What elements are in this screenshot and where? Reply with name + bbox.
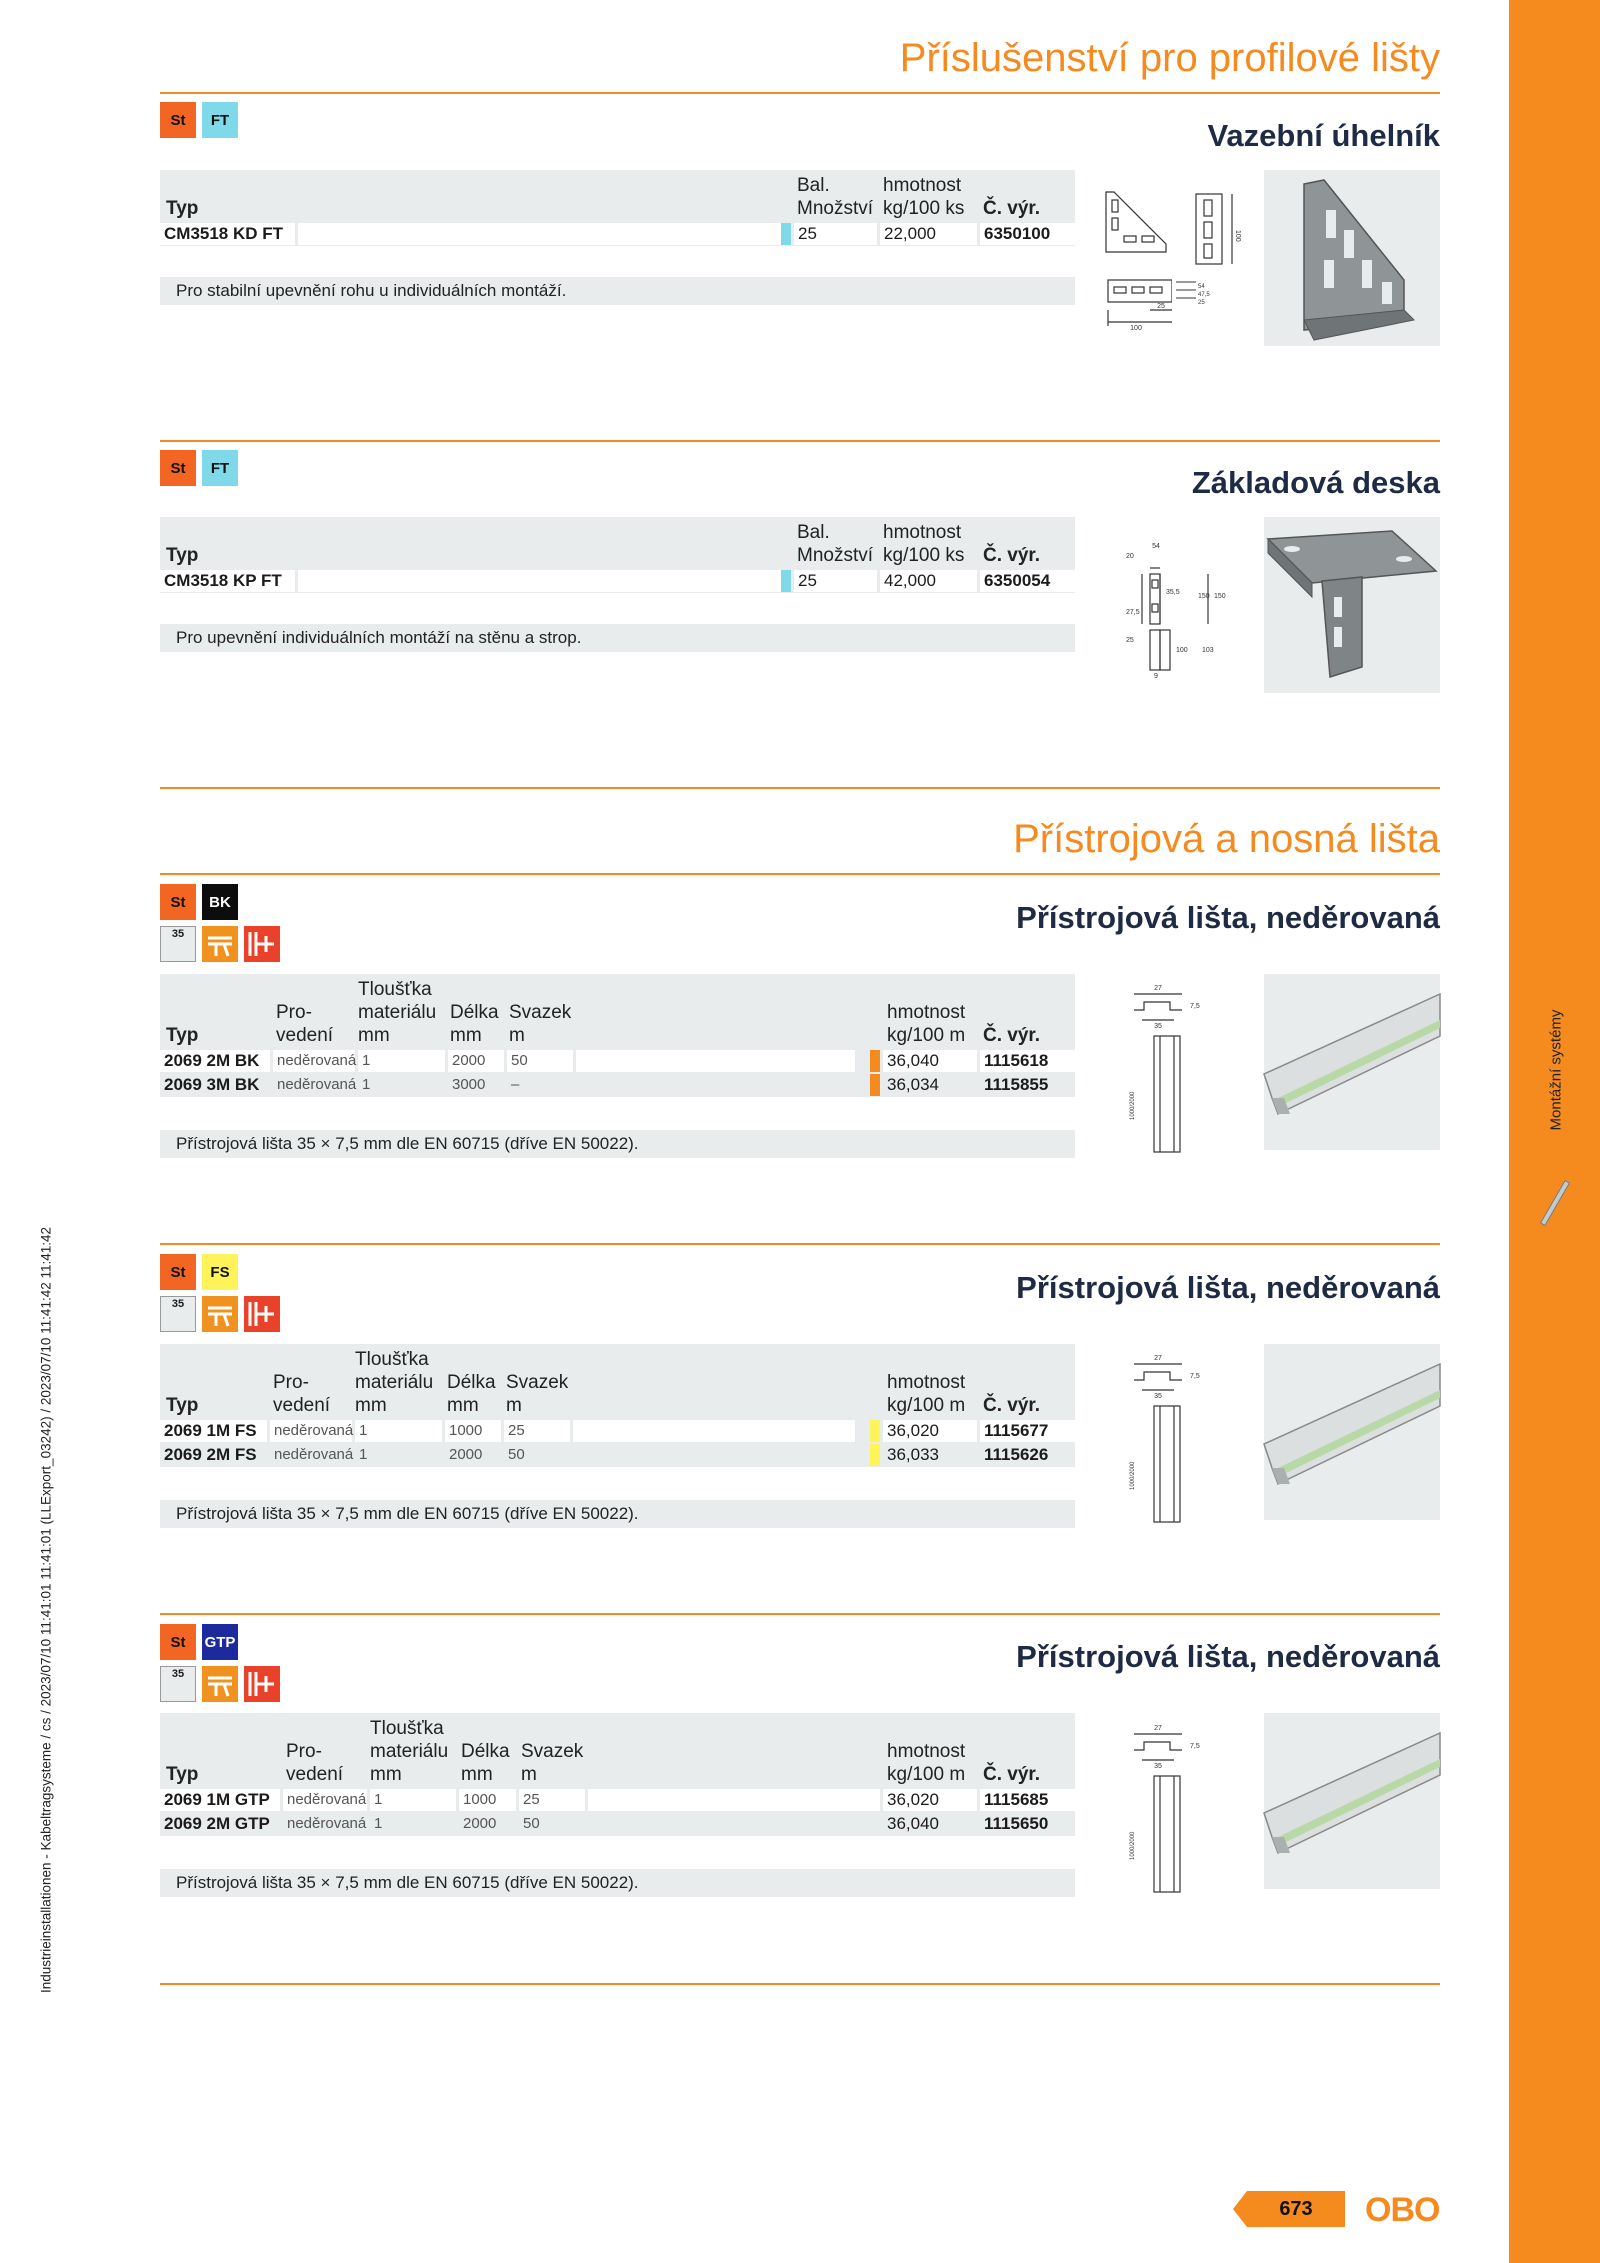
header-provedeni: Pro- bbox=[286, 1741, 322, 1762]
dim-label: 150 bbox=[1214, 593, 1226, 600]
header-tloustka: Tloušťka bbox=[358, 979, 432, 1000]
product-title: Vazební úhelník bbox=[1207, 118, 1440, 153]
mounting-icon bbox=[244, 926, 280, 962]
drill-tool-icon bbox=[202, 926, 238, 962]
dim-label: 54 bbox=[1152, 543, 1160, 550]
dim-label: 35,5 bbox=[1166, 589, 1180, 596]
cell-hmotnost: 36,020 bbox=[883, 1789, 977, 1811]
mounting-icon bbox=[244, 1296, 280, 1332]
cell-hmotnost: 42,000 bbox=[880, 570, 977, 592]
product-separator bbox=[160, 440, 1440, 442]
header-hmotnost-unit: kg/100 ks bbox=[883, 545, 965, 566]
cell-cislo: 1115618 bbox=[980, 1050, 1075, 1072]
dim-label: 7,5 bbox=[1190, 1003, 1200, 1010]
cell-typ: CM3518 KP FT bbox=[160, 570, 295, 592]
dim-label: 35 bbox=[1154, 1763, 1162, 1770]
cell-typ: 2069 1M GTP bbox=[160, 1789, 280, 1811]
dim-label: 7,5 bbox=[1190, 1373, 1200, 1380]
header-vedeni: vedení bbox=[286, 1764, 344, 1785]
row-color-marker bbox=[870, 1074, 880, 1096]
dim-label: 54 bbox=[1198, 284, 1205, 290]
header-typ: Typ bbox=[166, 545, 199, 566]
dim-label: 1000/2000 bbox=[1130, 1461, 1136, 1490]
cell-provedeni: neděrovaná bbox=[273, 1050, 355, 1072]
section-rule bbox=[160, 787, 1440, 789]
header-typ: Typ bbox=[166, 1395, 199, 1416]
header-mm: mm bbox=[358, 1025, 390, 1046]
row-color-marker bbox=[870, 1420, 880, 1442]
header-hmotnost: hmotnost bbox=[887, 1372, 966, 1393]
table-row bbox=[160, 1812, 1075, 1836]
table-row bbox=[160, 222, 1075, 246]
drill-tool-icon bbox=[202, 1666, 238, 1702]
cell-provedeni: neděrovaná bbox=[270, 1444, 352, 1466]
header-cislo: Č. výr. bbox=[983, 1395, 1041, 1416]
product-note: Pro stabilní upevnění rohu u individuálních montáží. bbox=[160, 277, 1075, 305]
header-typ: Typ bbox=[166, 1025, 199, 1046]
dim-label: 1000/2000 bbox=[1130, 1091, 1136, 1120]
header-hmotnost-unit: kg/100 m bbox=[887, 1025, 966, 1046]
cell-tloustka: 1 bbox=[358, 1074, 445, 1096]
section-title: Přístrojová a nosná lišta bbox=[1013, 817, 1440, 861]
rail-35-label: 35 bbox=[171, 1668, 185, 1680]
rail-35-label: 35 bbox=[171, 1298, 185, 1310]
technical-drawing-detail bbox=[1172, 276, 1210, 310]
dim-label: 27,5 bbox=[1126, 609, 1140, 616]
technical-drawing bbox=[1100, 186, 1200, 332]
dim-label: 27 bbox=[1154, 985, 1162, 992]
table-row bbox=[160, 1073, 1075, 1097]
cell-provedeni: neděrovaná bbox=[283, 1789, 367, 1811]
cell-hmotnost: 36,034 bbox=[883, 1074, 977, 1096]
rail-35-label: 35 bbox=[171, 928, 185, 940]
cell-cislo: 6350054 bbox=[980, 570, 1075, 592]
cell-bal: 25 bbox=[794, 570, 877, 592]
header-svazek-unit: m bbox=[521, 1764, 537, 1785]
cell-provedeni: neděrovaná bbox=[283, 1813, 367, 1835]
product-photo-rail bbox=[1264, 1344, 1440, 1520]
cell-provedeni: neděrovaná bbox=[273, 1074, 355, 1096]
row-color-marker bbox=[781, 223, 791, 245]
cell-cislo: 1115855 bbox=[980, 1074, 1075, 1096]
drill-tool-icon bbox=[202, 1296, 238, 1332]
cell-svazek: – bbox=[507, 1074, 573, 1096]
header-delka: Délka bbox=[450, 1002, 499, 1023]
cell-bal: 25 bbox=[794, 223, 877, 245]
dim-label: 20 bbox=[1126, 553, 1134, 560]
cell-svazek: 50 bbox=[519, 1813, 585, 1835]
product-separator bbox=[160, 1613, 1440, 1615]
cell-delka: 2000 bbox=[459, 1813, 516, 1835]
dim-label: 27 bbox=[1154, 1355, 1162, 1362]
header-materialu: materiálu bbox=[370, 1741, 449, 1762]
cell-typ: 2069 2M GTP bbox=[160, 1813, 280, 1835]
cell-tloustka: 1 bbox=[370, 1789, 456, 1811]
table-header bbox=[160, 974, 1075, 1049]
product-note: Přístrojová lišta 35 × 7,5 mm dle EN 60715 (dříve EN 50022). bbox=[160, 1500, 1075, 1528]
header-bal: Bal. bbox=[797, 175, 830, 196]
cell-blank bbox=[588, 1789, 880, 1811]
header-tloustka: Tloušťka bbox=[355, 1349, 429, 1370]
header-hmotnost: hmotnost bbox=[883, 522, 962, 543]
page-number-tab bbox=[1247, 2191, 1345, 2227]
header-hmotnost-unit: kg/100 m bbox=[887, 1395, 966, 1416]
header-typ: Typ bbox=[166, 198, 199, 219]
page-number: 673 bbox=[1279, 2198, 1313, 2220]
cell-cislo: 1115626 bbox=[980, 1444, 1075, 1466]
cell-cislo: 6350100 bbox=[980, 223, 1075, 245]
table-row bbox=[160, 1049, 1075, 1073]
cell-tloustka: 1 bbox=[355, 1420, 442, 1442]
header-materialu: materiálu bbox=[355, 1372, 434, 1393]
side-label: Montážní systémy bbox=[1547, 1009, 1565, 1131]
rail-35-icon bbox=[160, 1296, 196, 1332]
product-separator bbox=[160, 1243, 1440, 1245]
dim-label: 35 bbox=[1154, 1393, 1162, 1400]
cell-svazek: 25 bbox=[519, 1789, 585, 1811]
table-row bbox=[160, 1788, 1075, 1812]
cell-hmotnost: 36,033 bbox=[883, 1444, 977, 1466]
orange-sidebar bbox=[1509, 0, 1600, 2263]
cell-svazek: 25 bbox=[504, 1420, 570, 1442]
product-note: Přístrojová lišta 35 × 7,5 mm dle EN 60715 (dříve EN 50022). bbox=[160, 1869, 1075, 1897]
header-provedeni: Pro- bbox=[273, 1372, 309, 1393]
cell-svazek: 50 bbox=[507, 1050, 573, 1072]
cell-blank bbox=[576, 1050, 855, 1072]
header-cislo: Č. výr. bbox=[983, 1025, 1041, 1046]
product-photo-rail bbox=[1264, 974, 1440, 1150]
header-svazek: Svazek bbox=[506, 1372, 569, 1393]
header-mm: mm bbox=[370, 1764, 402, 1785]
dim-label: 100 bbox=[1130, 325, 1142, 332]
dim-label: 100 bbox=[1176, 647, 1188, 654]
header-cislo: Č. výr. bbox=[983, 1764, 1041, 1785]
product-photo-rail bbox=[1264, 1713, 1440, 1889]
product-title: Přístrojová lišta, neděrovaná bbox=[1016, 1639, 1440, 1674]
export-metadata: Industrieinstallationen - Kabeltragsysteme / cs / 2023/07/10 11:41:01 11:41:01 (LLExport_03242) / 2023/07/10 11:41:42 11:41:42 bbox=[38, 1226, 54, 1994]
technical-drawing bbox=[1120, 1720, 1212, 1896]
section-rule bbox=[160, 92, 1440, 94]
cell-cislo: 1115685 bbox=[980, 1789, 1075, 1811]
rail-35-icon bbox=[160, 1666, 196, 1702]
material-badge-st: St bbox=[160, 884, 196, 920]
table-header bbox=[160, 1713, 1075, 1788]
product-title: Základová deska bbox=[1191, 465, 1440, 500]
dim-label: 7,5 bbox=[1190, 1743, 1200, 1750]
header-bal: Bal. bbox=[797, 522, 830, 543]
cell-blank bbox=[298, 570, 786, 592]
product-title: Přístrojová lišta, neděrovaná bbox=[1016, 1270, 1440, 1305]
product-title: Přístrojová lišta, neděrovaná bbox=[1016, 900, 1440, 935]
table-header bbox=[160, 1344, 1075, 1419]
header-svazek-unit: m bbox=[509, 1025, 525, 1046]
header-mm: mm bbox=[355, 1395, 387, 1416]
dim-label: 25 bbox=[1126, 637, 1134, 644]
dim-label: 25 bbox=[1157, 303, 1165, 310]
cell-svazek: 50 bbox=[504, 1444, 570, 1466]
header-svazek: Svazek bbox=[521, 1741, 584, 1762]
header-delka-unit: mm bbox=[447, 1395, 479, 1416]
section-rule bbox=[160, 873, 1440, 875]
header-vedeni: vedení bbox=[276, 1025, 334, 1046]
header-delka-unit: mm bbox=[450, 1025, 482, 1046]
header-hmotnost-unit: kg/100 ks bbox=[883, 198, 965, 219]
section-end-rule bbox=[160, 1983, 1440, 1985]
cell-delka: 3000 bbox=[448, 1074, 504, 1096]
finish-badge-ft: FT bbox=[202, 450, 238, 486]
cell-cislo: 1115650 bbox=[980, 1813, 1075, 1835]
header-provedeni: Pro- bbox=[276, 1002, 312, 1023]
material-badge-st: St bbox=[160, 1254, 196, 1290]
obo-logo: OBO bbox=[1365, 2191, 1440, 2229]
cell-hmotnost: 22,000 bbox=[880, 223, 977, 245]
header-svazek: Svazek bbox=[509, 1002, 572, 1023]
header-delka-unit: mm bbox=[461, 1764, 493, 1785]
header-tloustka: Tloušťka bbox=[370, 1718, 444, 1739]
table-header bbox=[160, 517, 1075, 569]
cell-typ: 2069 2M FS bbox=[160, 1444, 267, 1466]
dim-label: 35 bbox=[1154, 1023, 1162, 1030]
header-cislo: Č. výr. bbox=[983, 198, 1041, 219]
header-materialu: materiálu bbox=[358, 1002, 437, 1023]
finish-badge-fs: FS bbox=[202, 1254, 238, 1290]
header-mnozstvi: Množství bbox=[797, 545, 874, 566]
table-row bbox=[160, 569, 1075, 593]
technical-drawing bbox=[1120, 980, 1212, 1156]
product-note: Přístrojová lišta 35 × 7,5 mm dle EN 60715 (dříve EN 50022). bbox=[160, 1130, 1075, 1158]
table-row bbox=[160, 1443, 1075, 1467]
header-vedeni: vedení bbox=[273, 1395, 331, 1416]
header-hmotnost: hmotnost bbox=[887, 1002, 966, 1023]
material-badge-st: St bbox=[160, 102, 196, 138]
product-photo-bracket bbox=[1264, 170, 1440, 346]
header-cislo: Č. výr. bbox=[983, 545, 1041, 566]
header-delka: Délka bbox=[461, 1741, 510, 1762]
finish-badge-ft: FT bbox=[202, 102, 238, 138]
dim-label: 150 bbox=[1198, 593, 1210, 600]
dim-label: 100 bbox=[1234, 230, 1241, 242]
cell-typ: 2069 1M FS bbox=[160, 1420, 267, 1442]
table-header bbox=[160, 170, 1075, 222]
cell-typ: CM3518 KD FT bbox=[160, 223, 295, 245]
header-typ: Typ bbox=[166, 1764, 199, 1785]
cell-typ: 2069 3M BK bbox=[160, 1074, 270, 1096]
technical-drawing bbox=[1120, 1350, 1212, 1526]
row-color-marker bbox=[870, 1050, 880, 1072]
material-badge-st: St bbox=[160, 1624, 196, 1660]
technical-drawing-side bbox=[1192, 190, 1240, 272]
row-color-marker bbox=[870, 1444, 880, 1466]
cell-cislo: 1115677 bbox=[980, 1420, 1075, 1442]
product-note: Pro upevnění individuálních montáží na stěnu a strop. bbox=[160, 624, 1075, 652]
section-title: Příslušenství pro profilové lišty bbox=[899, 36, 1440, 80]
cell-typ: 2069 2M BK bbox=[160, 1050, 270, 1072]
dim-label: 47,5 bbox=[1198, 292, 1210, 298]
cell-delka: 1000 bbox=[445, 1420, 501, 1442]
dim-label: 27 bbox=[1154, 1725, 1162, 1732]
cell-hmotnost: 36,040 bbox=[883, 1813, 977, 1835]
header-delka: Délka bbox=[447, 1372, 496, 1393]
header-hmotnost: hmotnost bbox=[887, 1741, 966, 1762]
header-hmotnost-unit: kg/100 m bbox=[887, 1764, 966, 1785]
cell-hmotnost: 36,040 bbox=[883, 1050, 977, 1072]
dim-label: 9 bbox=[1154, 673, 1158, 680]
dim-label: 25 bbox=[1198, 300, 1205, 306]
cell-blank bbox=[298, 223, 786, 245]
cell-delka: 1000 bbox=[459, 1789, 516, 1811]
cell-provedeni: neděrovaná bbox=[270, 1420, 352, 1442]
technical-drawing bbox=[1118, 538, 1238, 678]
cell-blank bbox=[573, 1420, 855, 1442]
row-color-marker bbox=[781, 570, 791, 592]
finish-badge-gtp: GTP bbox=[202, 1624, 238, 1660]
mounting-icon bbox=[244, 1666, 280, 1702]
material-badge-st: St bbox=[160, 450, 196, 486]
cell-delka: 2000 bbox=[445, 1444, 501, 1466]
header-svazek-unit: m bbox=[506, 1395, 522, 1416]
cell-hmotnost: 36,020 bbox=[883, 1420, 977, 1442]
cell-tloustka: 1 bbox=[370, 1813, 456, 1835]
rail-35-icon bbox=[160, 926, 196, 962]
cell-tloustka: 1 bbox=[355, 1444, 442, 1466]
header-hmotnost: hmotnost bbox=[883, 175, 962, 196]
header-mnozstvi: Množství bbox=[797, 198, 874, 219]
cell-tloustka: 1 bbox=[358, 1050, 445, 1072]
finish-badge-bk: BK bbox=[202, 884, 238, 920]
dim-label: 103 bbox=[1202, 647, 1214, 654]
product-photo-baseplate bbox=[1264, 517, 1440, 693]
cell-delka: 2000 bbox=[448, 1050, 504, 1072]
dim-label: 1000/2000 bbox=[1130, 1831, 1136, 1860]
table-row bbox=[160, 1419, 1075, 1443]
